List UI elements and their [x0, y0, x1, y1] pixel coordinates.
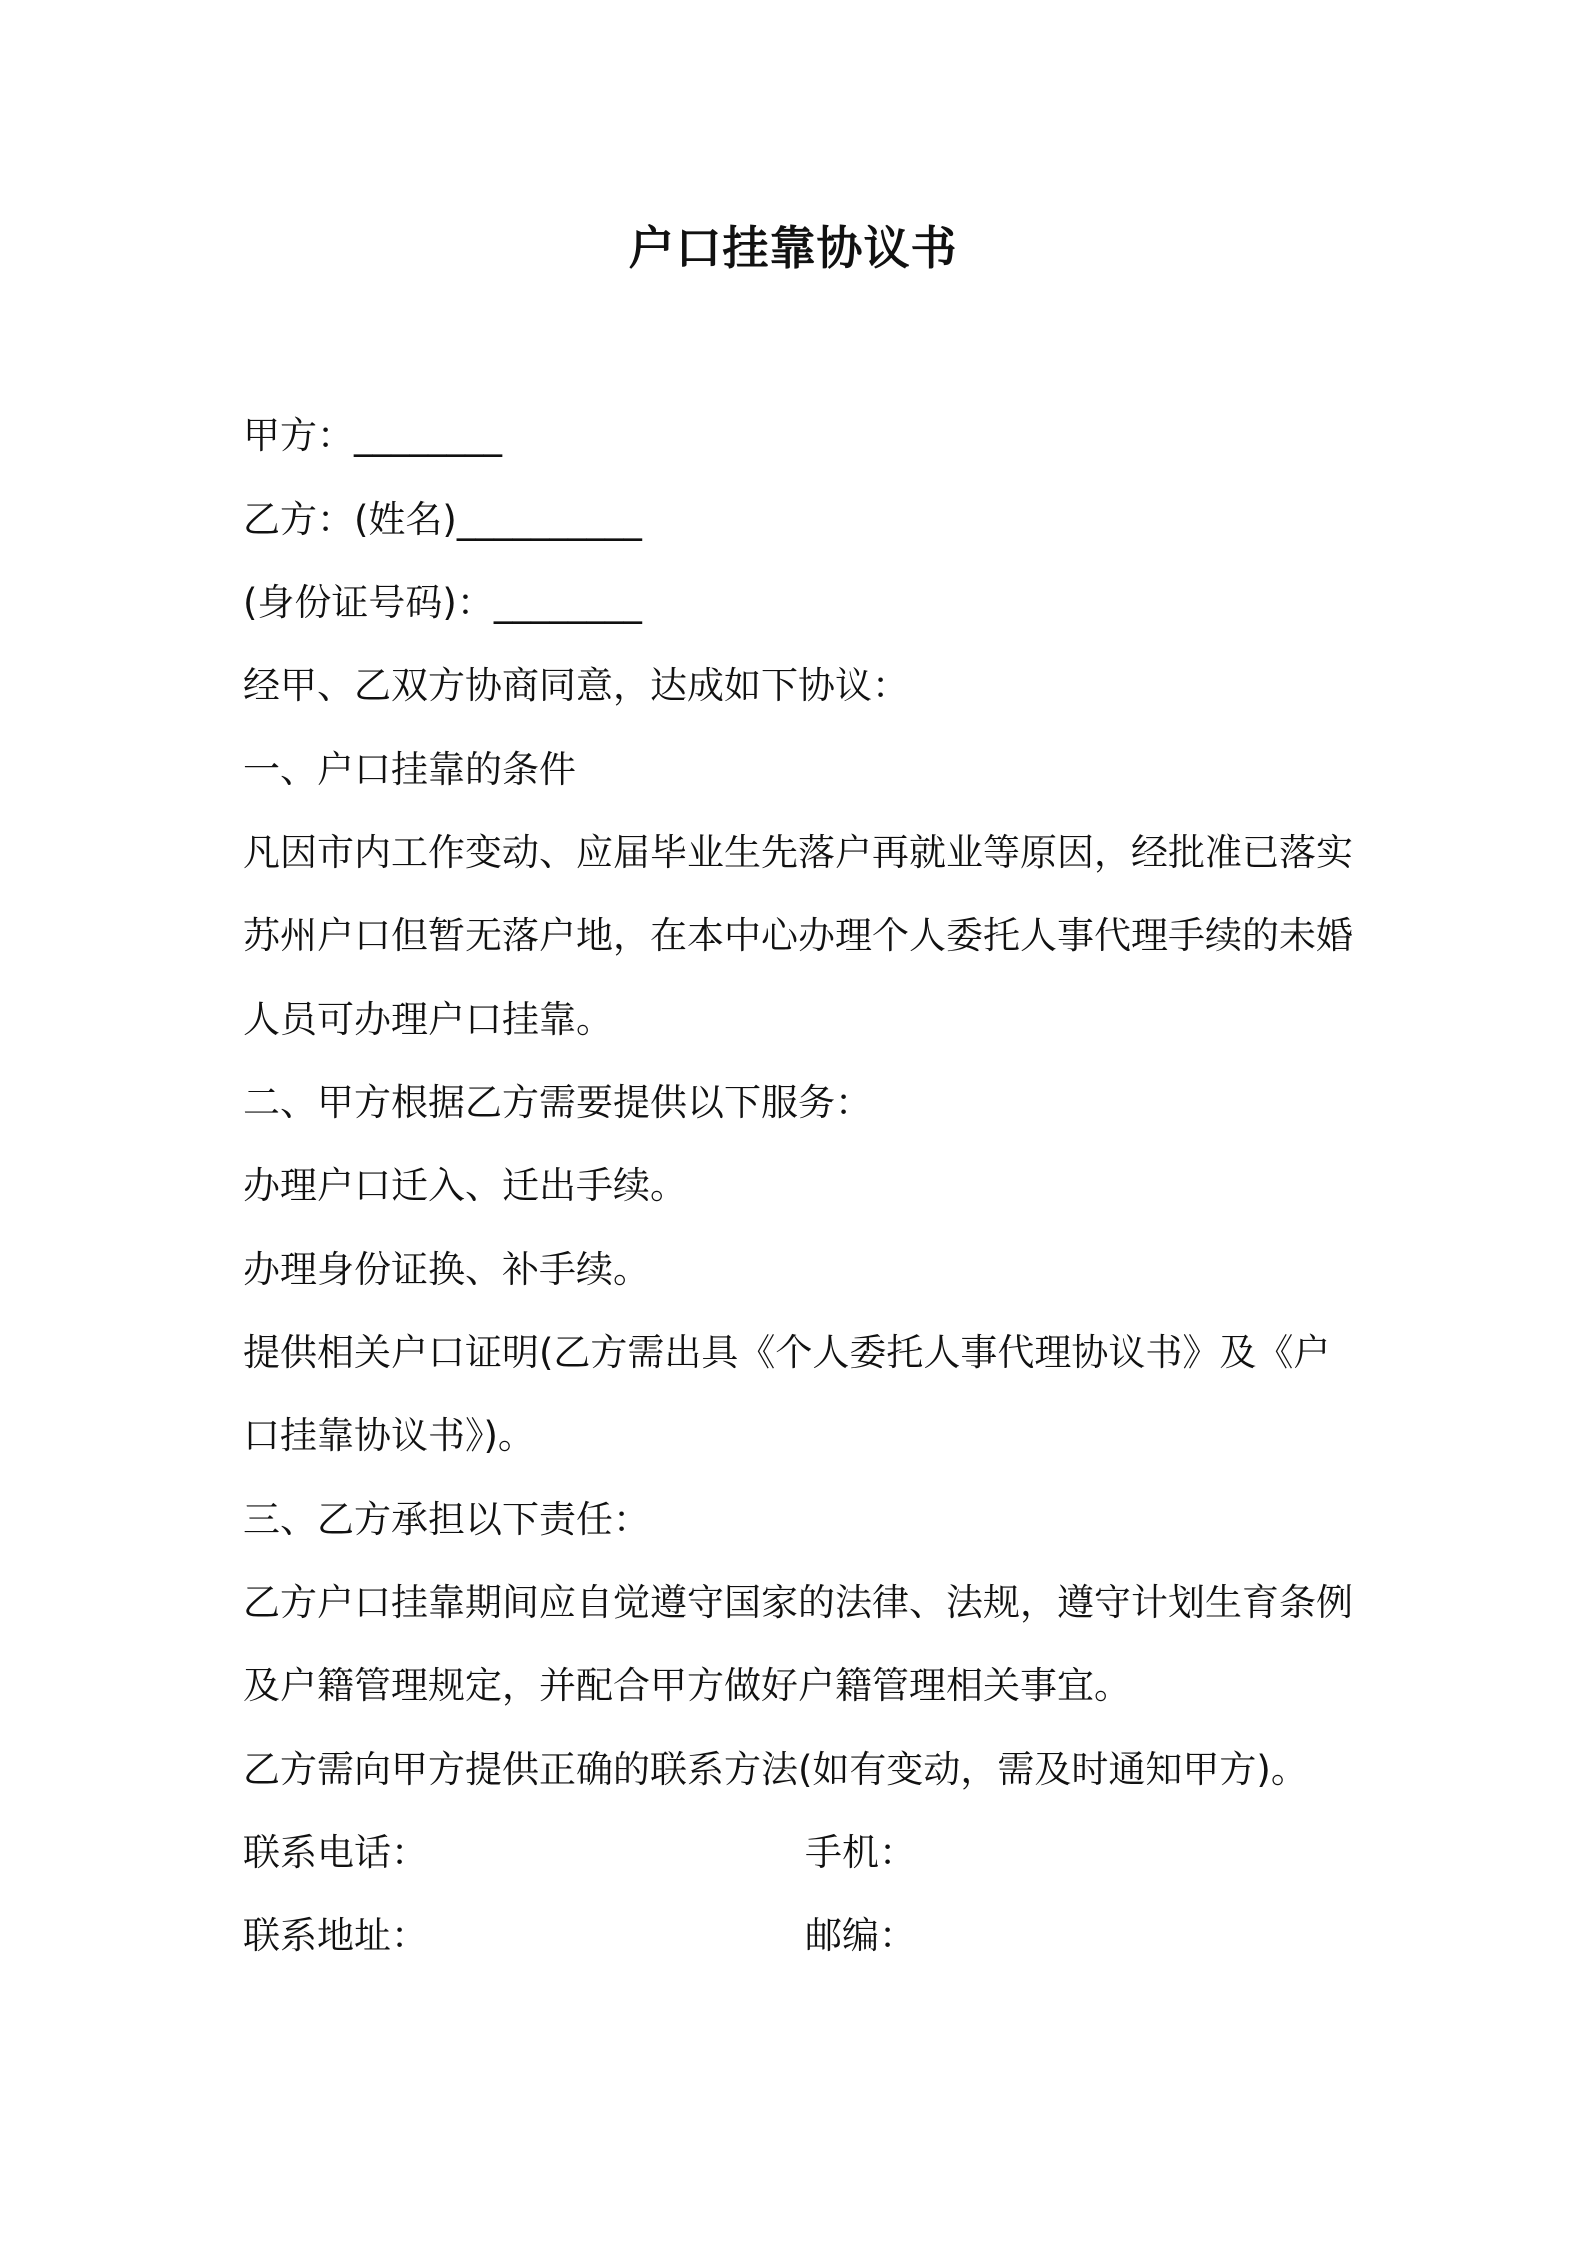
section-3-body-line-2: 及户籍管理规定，并配合甲方做好户籍管理相关事宜。 [243, 1664, 1131, 1707]
section-2-item-1: 办理户口迁入、迁出手续。 [243, 1164, 687, 1207]
section-2-heading: 二、甲方根据乙方需要提供以下服务： [243, 1081, 872, 1124]
postcode-label: 邮编： [805, 1914, 916, 1957]
section-1-body-line-1: 凡因市内工作变动、应届毕业生先落户再就业等原因，经批准已落实 [243, 831, 1353, 874]
contact-phone-label: 联系电话： [243, 1831, 428, 1874]
section-3-contact-note: 乙方需向甲方提供正确的联系方法(如有变动，需及时通知甲方)。 [243, 1748, 1308, 1791]
section-2-item-3-line-1: 提供相关户口证明(乙方需出具《个人委托人事代理协议书》及《户 [243, 1331, 1331, 1374]
preamble-text: 经甲、乙双方协商同意，达成如下协议： [243, 664, 909, 707]
party-a-line: 甲方：________ [243, 414, 502, 457]
document-title: 户口挂靠协议书 [628, 221, 958, 275]
party-b-line: 乙方：(姓名)__________ [243, 498, 642, 541]
section-2-item-2: 办理身份证换、补手续。 [243, 1248, 650, 1291]
section-3-body-line-1: 乙方户口挂靠期间应自觉遵守国家的法律、法规，遵守计划生育条例 [243, 1581, 1353, 1624]
mobile-label: 手机： [805, 1831, 916, 1874]
section-2-item-3-line-2: 口挂靠协议书》)。 [243, 1414, 535, 1457]
contact-address-label: 联系地址： [243, 1914, 428, 1957]
section-1-body-line-3: 人员可办理户口挂靠。 [243, 998, 613, 1041]
section-3-heading: 三、乙方承担以下责任： [243, 1498, 650, 1541]
id-number-line: (身份证号码)：________ [243, 581, 642, 624]
section-1-body-line-2: 苏州户口但暂无落户地，在本中心办理个人委托人事代理手续的未婚 [243, 914, 1353, 957]
section-1-heading: 一、户口挂靠的条件 [243, 748, 576, 791]
